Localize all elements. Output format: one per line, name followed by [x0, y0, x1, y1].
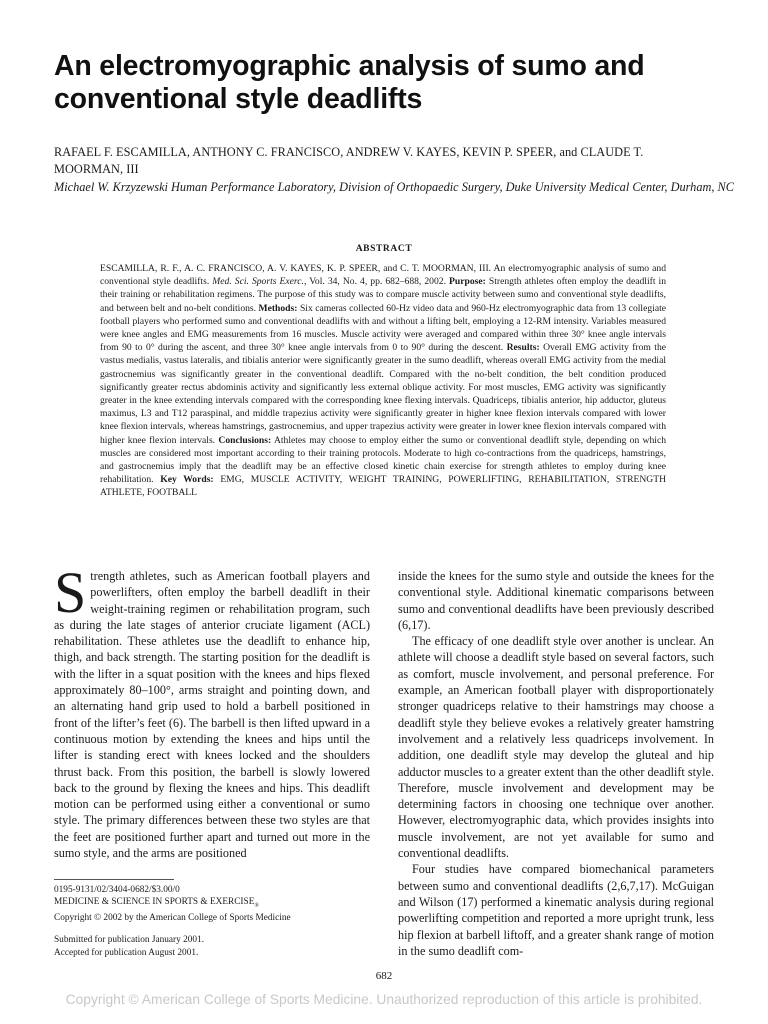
abstract-journal: Med. Sci. Sports Exerc.: [212, 276, 304, 288]
methods-label: Methods:: [258, 302, 298, 314]
keywords-label: Key Words:: [160, 474, 214, 486]
methods-text: Six cameras collected 60-Hz video data and 960-Hz electromyographic data from 13 collegiate football players who performed sumo and conventional deadlifts with and without a lifting belt, employing a 12-RM intensity. Variables measured were knee angles and EMG measurements from 16 muscles. Muscle activity were averaged and compared within three 30° knee angle intervals from 90 to 0° during the ascent, and three 30° knee angle intervals from 0 to 90° during the descent.: [100, 302, 666, 354]
copyright-line: Copyright © 2002 by the American College of Sports Medicine: [54, 913, 291, 924]
page-number: 682: [375, 970, 393, 982]
issn-code: 0195-9131/02/3404-0682/$3.00/0: [54, 885, 180, 895]
registered-mark: ®: [254, 903, 259, 910]
copyright-watermark: Copyright © American College of Sports Medicine. Unauthorized reproduction of this article is prohibited.: [65, 992, 703, 1007]
results-text: Overall EMG activity from the vastus medialis, vastus lateralis, and tibialis anterior were significantly greater in the sumo deadlift, whereas overall EMG activity from the medial gastrocnemius was significantly greater in the conventional deadlift. Compared with the no-belt condition, the belt condition produced significantly greater rectus abdominis activity and significantly less external oblique activity. For most muscles, EMG activity was significantly greater in the knee extending intervals compared with the corresponding knee flexing intervals. Quadriceps, tibialis anterior, hip adductor, gluteus maximus, L3 and T12 paraspinal, and middle trapezius activity were significantly greater in higher knee flexion intervals compared with lower knee flexion intervals, whereas hamstrings, gastrocnemius, and upper trapezius activity were greater in lower knee flexion intervals compared with higher knee flexion intervals.: [100, 342, 667, 446]
author-list: RAFAEL F. ESCAMILLA, ANTHONY C. FRANCISCO, ANDREW V. KAYES, KEVIN P. SPEER, and CLAUDE T. MOORMAN, III: [54, 145, 644, 176]
purpose-text: Strength athletes often employ the deadlift in their training or rehabilitation regimens. The purpose of this study was to compare muscle activity between sumo and conventional style deadlifts, and between belt and no-belt conditions.: [100, 276, 666, 314]
body-paragraph: [54, 560, 370, 861]
journal-name: MEDICINE & SCIENCE IN SPORTS & EXERCISE: [54, 897, 255, 908]
abstract-volume: , Vol. 34, No. 4, pp. 682–688, 2002.: [303, 276, 446, 288]
conclusions-label: Conclusions:: [218, 434, 272, 446]
results-label: Results:: [506, 342, 540, 354]
journal-name-line: [54, 896, 374, 912]
purpose-label: Purpose:: [449, 276, 486, 288]
body-paragraph: The efficacy of one deadlift style over another is unclear. An athlete will choose a deadlift style based on several factors, such as comfort, muscle involvement, and personal preference. For example, an American football player with disproportionately stronger quadriceps relative to their hamstrings may choose a deadlift style they believe evokes a relatively greater hamstring involvement and a relatively less quadriceps involvement. In addition, one deadlift style may develop the gluteal and hip adductor muscles to a greater extent than the other deadlift style. Therefore, muscle involvement and development may be determining factors in choosing one technique over another. However, electromyographic data, which provides insights into muscle involvement, are not yet available for sumo and conventional deadlifts.: [398, 634, 714, 861]
drop-cap: S: [54, 560, 87, 625]
submitted-date: Submitted for publication January 2001.: [54, 935, 205, 946]
conclusions-text: Athletes may choose to employ either the sumo or conventional deadlift style, depending on which muscles are considered most important according to their training protocols. Moderate to high co-contractions from the quadriceps, hamstrings, and gastrocnemius imply that the deadlift may be an effective closed kinetic chain exercise for strength athletes to employ during knee rehabilitation.: [100, 434, 666, 486]
footnotes: [54, 884, 374, 959]
body-column-right: [398, 568, 714, 959]
body-paragraph: inside the knees for the sumo style and outside the knees for the conventional style. Additional kinematic comparisons between sumo and conventional deadlifts have been previously described (6,17).: [398, 569, 714, 632]
body-column-left: [54, 560, 370, 861]
body-paragraph-text: trength athletes, such as American football players and powerlifters, often employ the barbell deadlift in their weight-training regimen or rehabilitation program, such as during the late stages of anterior cruciate ligament (ACL) rehabilitation. These athletes use the deadlift to enhance hip, thigh, and back strength. The starting position for the deadlift is with the lifter in a squat position with the knees and hips flexed approximately 80–100°, arms straight and pointing down, and an alternating hand grip used to hold a barbell positioned in front of the lifter’s feet (6). The barbell is then lifted upward in a continuous motion by extending the knees and hips until the lifter is standing erect with knees locked and the shoulders thrust back. From this position, the barbell is slowly lowered back to the ground by flexing the knees and hips. This deadlift motion can be performed using either a conventional or sumo style. The primary differences between these two styles are that the feet are positioned further apart and turned out more in the sumo style, and the arms are positioned: [54, 569, 370, 861]
abstract-citation: ESCAMILLA, R. F., A. C. FRANCISCO, A. V. KAYES, K. P. SPEER, and C. T. MOORMAN, III. An electromyographic analysis of sumo and conventional style deadlifts.: [100, 263, 666, 288]
abstract-body: [100, 262, 666, 500]
body-paragraph: Four studies have compared biomechanical parameters between sumo and conventional deadlifts (2,6,7,17). McGuigan and Wilson (17) performed a kinematic analysis during regional powerlifting competition and reported a more upright trunk, less hip flexion at barbell liftoff, and a greater shank range of motion in the sumo deadlift com-: [398, 862, 714, 958]
author-affiliation: Michael W. Krzyzewski Human Performance Laboratory, Division of Orthopaedic Surgery, Duke University Medical Center, Durham, NC: [54, 180, 734, 194]
accepted-date: Accepted for publication August 2001.: [54, 947, 199, 958]
paper-title: An electromyographic analysis of sumo and conventional style deadlifts: [54, 50, 645, 115]
abstract-heading: ABSTRACT: [355, 244, 413, 254]
keywords-text: EMG, MUSCLE ACTIVITY, WEIGHT TRAINING, POWERLIFTING, REHABILITATION, STRENGTH ATHLETE, FOOTBALL: [100, 474, 666, 499]
footnote-divider: [54, 879, 174, 880]
